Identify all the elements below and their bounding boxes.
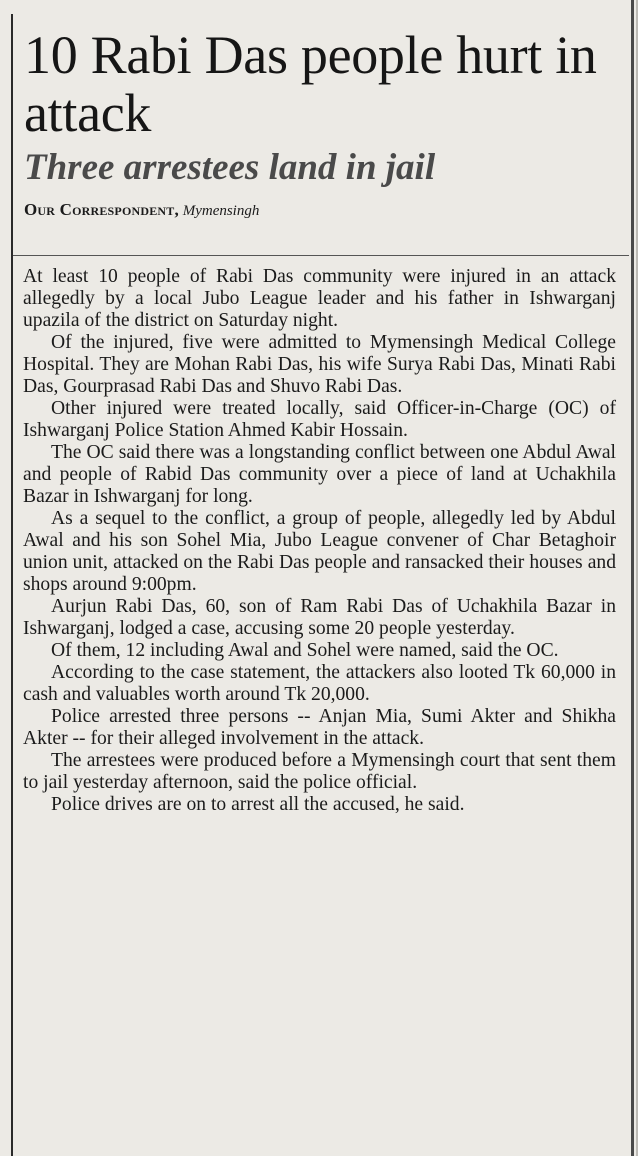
paragraph: Other injured were treated locally, said Officer-in-Charge (OC) of Ishwarganj Police Station Ahmed Kabir Hossain. (23, 398, 616, 441)
paragraph: As a sequel to the conflict, a group of people, allegedly led by Abdul Awal and his son Sohel Mia, Jubo League convener of Char Betaghoir union unit, attacked on the Rabi Das people and ransacked their houses and shops around 9:00pm. (23, 508, 616, 595)
paragraph: At least 10 people of Rabi Das community were injured in an attack allegedly by a local Jubo League leader and his father in Ishwarganj upazila of the district on Saturday night. (23, 266, 616, 331)
paragraph: Police drives are on to arrest all the accused, he said. (51, 794, 465, 815)
paragraph: The OC said there was a longstanding conflict between one Abdul Awal and people of Rabid Das community over a piece of land at Uchakhila Bazar in Ishwarganj for long. (23, 442, 616, 507)
byline-location: Mymensingh (182, 203, 260, 219)
column-rule-right (631, 0, 634, 1156)
body-divider (13, 255, 629, 256)
paragraph: The arrestees were produced before a Mymensingh court that sent them to jail yesterday afternoon, said the police official. (23, 750, 616, 793)
paragraph: Of the injured, five were admitted to Mymensingh Medical College Hospital. They are Mohan Rabi Das, his wife Surya Rabi Das, Minati Rabi Das, Gourprasad Rabi Das and Shuvo Rabi Das. (23, 332, 616, 397)
paragraph: According to the case statement, the attackers also looted Tk 60,000 in cash and valuables worth around Tk 20,000. (23, 662, 616, 705)
paragraph: Police arrested three persons -- Anjan Mia, Sumi Akter and Shikha Akter -- for their alleged involvement in the attack. (23, 706, 616, 749)
headline: 10 Rabi Das people hurt in attack (24, 25, 597, 143)
byline (24, 200, 624, 220)
paragraph: Of them, 12 including Awal and Sohel were named, said the OC. (51, 640, 559, 661)
article-header (24, 26, 624, 220)
byline-author: Our Correspondent, (24, 200, 179, 219)
column-rule-left (11, 14, 13, 1156)
paragraph: Aurjun Rabi Das, 60, son of Ram Rabi Das of Uchakhila Bazar in Ishwarganj, lodged a case, accusing some 20 people yesterday. (23, 596, 616, 639)
article-body (23, 266, 616, 816)
subheadline: Three arrestees land in jail (24, 147, 436, 188)
